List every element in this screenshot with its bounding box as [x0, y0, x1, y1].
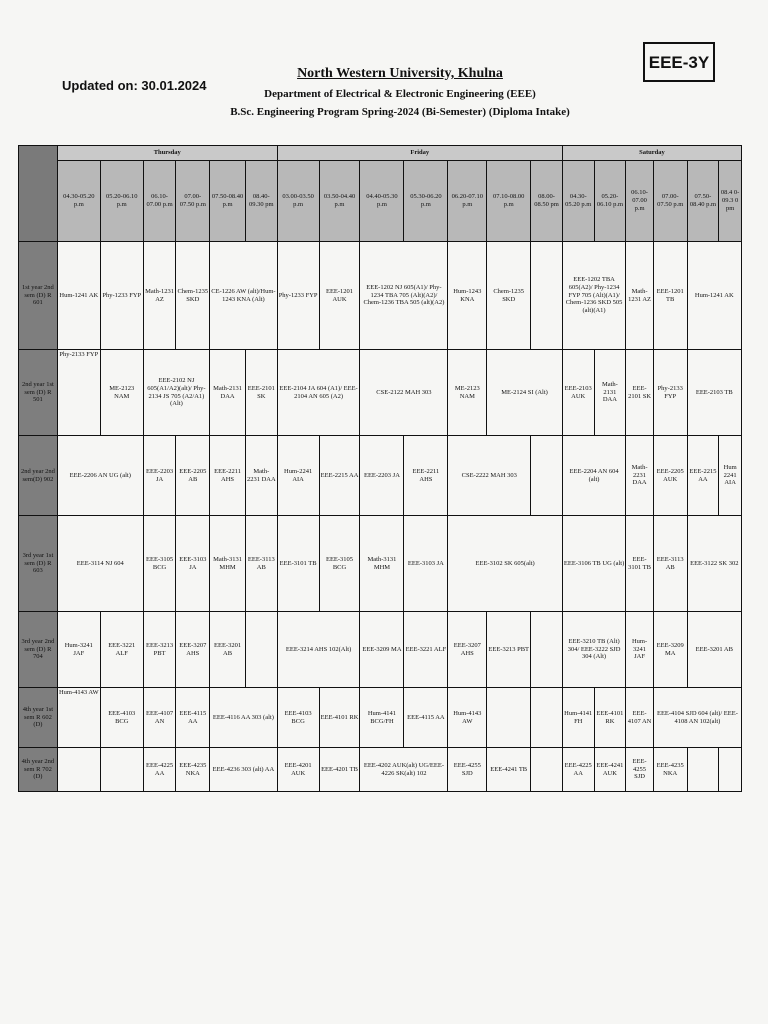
empty-cell [487, 688, 531, 748]
program-title: B.Sc. Engineering Program Spring-2024 (Bi-Semester) (Diploma Intake) [230, 106, 570, 118]
class-cell: EEE-3114 NJ 604 [57, 516, 143, 612]
class-cell: Chem-1235 SKD [487, 242, 531, 350]
class-cell: EEE-3101 TB [626, 516, 654, 612]
row-header: 3rd year 1st sem (D) R 603 [19, 516, 58, 612]
class-cell: Hum-4141 FH [562, 688, 594, 748]
class-cell: CSE-2222 MAH 303 [448, 436, 531, 516]
table-row [19, 612, 742, 688]
class-cell: EEE-3214 AHS 102(Alt) [277, 612, 360, 688]
class-cell: CSE-2122 MAH 303 [360, 350, 448, 436]
class-cell: Math-2131 DAA [210, 350, 246, 436]
class-cell: EEE-3221 ALF [404, 612, 448, 688]
time-slot: 05.20-06.10 p.m [594, 161, 626, 242]
class-tag: EEE-3Y [643, 42, 715, 82]
class-cell: EEE-3213 PBT [487, 612, 531, 688]
time-slot: 06.20-07.10 p.m [448, 161, 487, 242]
class-cell: Math-2131 DAA [594, 350, 626, 436]
class-cell: EEE-3209 MA [360, 612, 404, 688]
empty-cell [531, 748, 563, 792]
class-cell: EEE-2203 JA [360, 436, 404, 516]
empty-cell [245, 612, 277, 688]
class-cell: EEE-4225 AA [562, 748, 594, 792]
time-slot: 03.50-04.40 p.m [319, 161, 360, 242]
empty-cell [687, 748, 719, 792]
time-header-row [19, 161, 742, 242]
class-cell: EEE-3101 TB [277, 516, 319, 612]
class-cell: EEE-4101 RK [319, 688, 360, 748]
table-row [19, 516, 742, 612]
class-cell: Hum-3241 JAF [626, 612, 654, 688]
time-slot: 05.30-06.20 p.m [404, 161, 448, 242]
empty-cell [719, 748, 742, 792]
class-cell: EEE-1201 AUK [319, 242, 360, 350]
day-header-row [19, 146, 742, 161]
class-cell: Chem-1235 SKD [176, 242, 210, 350]
class-cell: EEE-3103 JA [176, 516, 210, 612]
row-header: 2nd year 1st sem (D) R 501 [19, 350, 58, 436]
class-cell: EEE-4236 303 (alt) AA [210, 748, 277, 792]
time-slot: 06.10-07.00 p.m [143, 161, 176, 242]
class-cell: Phy-1233 FYP [100, 242, 143, 350]
class-cell: EEE-3207 AHS [176, 612, 210, 688]
empty-cell [531, 242, 563, 350]
class-cell: EEE-1201 TB [653, 242, 687, 350]
class-cell: EEE-1202 TBA 605(A2)/ Phy-1234 FYP 705 (Alt)(A1)/ Chem-1236 SKD 505 (alt)(A1) [562, 242, 625, 350]
class-cell: EEE-3105 BCG [143, 516, 176, 612]
class-cell: Math-2231 DAA [626, 436, 654, 516]
updated-date: Updated on: 30.01.2024 [62, 78, 207, 93]
class-cell: Phy-2133 FYP [57, 350, 100, 436]
class-cell: Hum-4141 BCG/FH [360, 688, 404, 748]
class-cell: EEE-4104 SJD 604 (alt)/ EEE-4108 AN 102(alt) [653, 688, 741, 748]
time-slot: 05.20-06.10 p.m [100, 161, 143, 242]
table-row [19, 688, 742, 748]
class-cell: EEE-2211 AHS [404, 436, 448, 516]
time-slot: 07.10-08.00 p.m [487, 161, 531, 242]
day-saturday: Saturday [562, 146, 741, 161]
class-cell: EEE-3106 TB UG (alt) [562, 516, 625, 612]
class-cell: EEE-3113 AB [653, 516, 687, 612]
row-header: 1st year 2nd sem (D) R 601 [19, 242, 58, 350]
class-cell: Hum-1241 AK [687, 242, 741, 350]
empty-cell [531, 688, 563, 748]
class-cell: EEE-4103 BCG [100, 688, 143, 748]
empty-cell [531, 612, 563, 688]
class-cell: EEE-3213 PBT [143, 612, 176, 688]
class-cell: EEE-4115 AA [176, 688, 210, 748]
class-cell: EEE-4235 NKA [176, 748, 210, 792]
university-title: North Western University, Khulna [297, 66, 503, 81]
class-cell: EEE-2215 AA [319, 436, 360, 516]
class-cell: EEE-3201 AB [687, 612, 741, 688]
row-header: 3rd year 2nd sem (D) R 704 [19, 612, 58, 688]
class-cell: Hum-1243 KNA [448, 242, 487, 350]
time-slot: 07.50-08.40 p.m [210, 161, 246, 242]
time-slot: 06.10-07.00 p.m [626, 161, 654, 242]
class-cell: ME-2123 NAM [448, 350, 487, 436]
class-cell: EEE-4107 AN [626, 688, 654, 748]
class-cell: EEE-2103 TB [687, 350, 741, 436]
class-cell: Phy-2133 FYP [653, 350, 687, 436]
time-slot: 04.30-05.20 p.m [57, 161, 100, 242]
table-row [19, 748, 742, 792]
class-cell: EEE-2104 JA 604 (A1)/ EEE-2104 AN 605 (A2) [277, 350, 360, 436]
class-cell: EEE-4225 AA [143, 748, 176, 792]
class-cell: EEE-4107 AN [143, 688, 176, 748]
class-cell: EEE-2101 SK [626, 350, 654, 436]
class-cell: EEE-4235 NKA [653, 748, 687, 792]
class-cell: EEE-4255 SJD [448, 748, 487, 792]
class-cell: EEE-2211 AHS [210, 436, 246, 516]
class-cell: Math-1231 AZ [143, 242, 176, 350]
class-cell: EEE-4201 TB [319, 748, 360, 792]
class-cell: EEE-2205 AUK [653, 436, 687, 516]
class-cell: Hum-1241 AK [57, 242, 100, 350]
class-cell: EEE-3209 MA [653, 612, 687, 688]
class-cell: Hum 2241 AIA [719, 436, 742, 516]
table-row [19, 436, 742, 516]
class-cell: Hum-4143 AW [57, 688, 100, 748]
day-friday: Friday [277, 146, 562, 161]
empty-cell [100, 748, 143, 792]
class-cell: Hum-4143 AW [448, 688, 487, 748]
class-cell: Math-2231 DAA [245, 436, 277, 516]
row-header: 4th year 2nd sem R 702 (D) [19, 748, 58, 792]
time-slot: 03.00-03.50 p.m [277, 161, 319, 242]
class-cell: EEE-2103 AUK [562, 350, 594, 436]
time-slot: 07.00-07.50 p.m [653, 161, 687, 242]
row-header: 2nd year 2nd sem(D) 902 [19, 436, 58, 516]
class-cell: EEE-4255 SJD [626, 748, 654, 792]
class-cell: EEE-3102 SK 605(alt) [448, 516, 563, 612]
class-cell: EEE-2203 JA [143, 436, 176, 516]
class-cell: Hum-2241 AIA [277, 436, 319, 516]
class-cell: EEE-3122 SK 302 [687, 516, 741, 612]
day-thursday: Thursday [57, 146, 277, 161]
class-cell: EEE-3113 AB [245, 516, 277, 612]
class-cell: Math-3131 MHM [210, 516, 246, 612]
class-cell: EEE-4101 RK [594, 688, 626, 748]
class-cell: EEE-3105 BCG [319, 516, 360, 612]
class-cell: EEE-3201 AB [210, 612, 246, 688]
time-slot: 07.50-08.40 p.m [687, 161, 719, 242]
class-cell: CE-1226 AW (alt)/Hum-1243 KNA (Alt) [210, 242, 277, 350]
table-row [19, 350, 742, 436]
class-cell: Phy-1233 FYP [277, 242, 319, 350]
table-row [19, 242, 742, 350]
class-cell: ME-2124 SI (Alt) [487, 350, 563, 436]
class-cell: Math-3131 MHM [360, 516, 404, 612]
class-cell: Math-1231 AZ [626, 242, 654, 350]
time-slot: 04.40-05.30 p.m [360, 161, 404, 242]
class-cell: EEE-2204 AN 604 (alt) [562, 436, 625, 516]
class-cell: EEE-2206 AN UG (alt) [57, 436, 143, 516]
class-cell: EEE-4201 AUK [277, 748, 319, 792]
routine-table [18, 145, 742, 792]
class-cell: EEE-3210 TB (Alt) 304/ EEE-3222 SJD 304 (Alt) [562, 612, 625, 688]
class-cell: EEE-2102 NJ 605(A1/A2)(alt)/ Phy-2134 JS 705 (A2/A1) (Alt) [143, 350, 209, 436]
class-cell: EEE-2215 AA [687, 436, 719, 516]
class-cell: EEE-3221 ALF [100, 612, 143, 688]
time-slot: 08.40-09.30 pm [245, 161, 277, 242]
corner-cell [19, 146, 58, 242]
time-slot: 08.4 0-09.3 0 pm [719, 161, 742, 242]
row-header: 4th year 1st sem R 602 (D) [19, 688, 58, 748]
time-slot: 08.00-08.50 pm [531, 161, 563, 242]
class-cell: EEE-4202 AUK(alt) UG/EEE-4226 SK(alt) 102 [360, 748, 448, 792]
class-cell: EEE-1202 NJ 605(A1)/ Phy-1234 TBA 705 (Alt)(A2)/ Chem-1236 TBA 505 (alt)(A2) [360, 242, 448, 350]
empty-cell [57, 748, 100, 792]
class-cell: EEE-4116 AA 303 (alt) [210, 688, 277, 748]
class-cell: Hum-3241 JAF [57, 612, 100, 688]
class-cell: EEE-3103 JA [404, 516, 448, 612]
class-cell: EEE-3207 AHS [448, 612, 487, 688]
class-cell: EEE-2205 AB [176, 436, 210, 516]
class-cell: EEE-4241 AUK [594, 748, 626, 792]
class-cell: EEE-2101 SK [245, 350, 277, 436]
class-cell: EEE-4115 AA [404, 688, 448, 748]
class-cell: ME-2123 NAM [100, 350, 143, 436]
class-cell: EEE-4241 TB [487, 748, 531, 792]
class-cell: EEE-4103 BCG [277, 688, 319, 748]
time-slot: 07.00-07.50 p.m [176, 161, 210, 242]
department-title: Department of Electrical & Electronic Engineering (EEE) [264, 88, 536, 100]
time-slot: 04.30-05.20 p.m [562, 161, 594, 242]
empty-cell [531, 436, 563, 516]
